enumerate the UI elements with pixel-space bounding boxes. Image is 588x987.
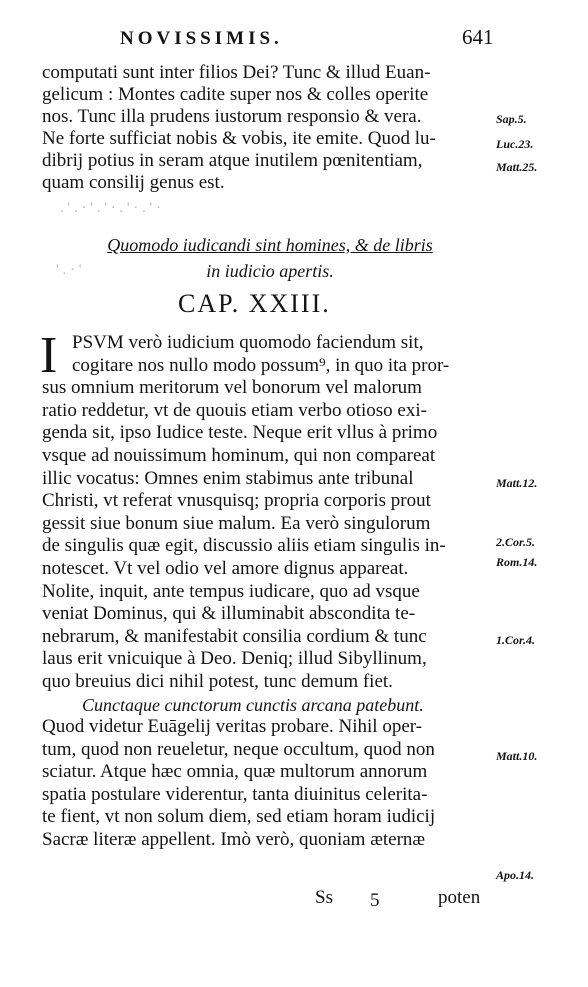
text-line: notescet. Vt vel odio vel amore dignus appareat. (42, 557, 409, 579)
running-head: NOVISSIMIS. (120, 28, 283, 49)
heading-line: Quomodo iudicandi sint homines, & de libris (107, 235, 433, 255)
signature-number: 5 (370, 890, 380, 911)
catchword: poten (438, 887, 481, 908)
margin-note: 2.Cor.5. (496, 535, 536, 549)
text-line: illic vocatus: Omnes enim stabimus ante tribunal (42, 467, 414, 489)
bleed-through-marks: ' . · ' (56, 262, 82, 278)
page-number: 641 (462, 25, 494, 49)
text-line: dibrij potius in seram atque inutilem pœnitentiam, (42, 150, 423, 171)
text-line: Quod videtur Euāgelij veritas probare. Nihil oper- (42, 716, 423, 738)
text-line: PSVM verò iudicium quomodo faciendum sit, (72, 332, 424, 353)
text-line: quam consilij genus est. (42, 172, 225, 193)
margin-note: Matt.10. (496, 749, 538, 763)
text-line: quo breuius dici nihil potest, tunc demum fiet. (42, 670, 393, 692)
text-line: laus erit vnicuique à Deo. Deniq; illud Sibyllinum, (42, 648, 427, 670)
margin-note: Matt.25. (496, 160, 538, 174)
text-line: tum, quod non reueletur, neque occultum, quod non (42, 738, 435, 760)
margin-note: Matt.12. (496, 476, 538, 490)
chapter-heading (60, 232, 480, 284)
text-line: gelicum : Montes cadite super nos & colles operite (42, 84, 429, 105)
text-line: nos. Tunc illa prudens iustorum responsio & vera. (42, 106, 422, 127)
text-line: de singulis quæ egit, discussio aliis etiam singulis in- (42, 535, 446, 557)
text-line: Christi, vt referat vnusquisq; propria corporis prout (42, 490, 431, 512)
text-line: computati sunt inter filios Dei? Tunc & illud Euan- (42, 62, 431, 83)
text-line: Sacræ literæ appellent. Imò verò, quoniam æternæ (42, 829, 426, 851)
bleed-through-marks: . ' . · ' . ' · . ' · . ' · (60, 200, 161, 216)
margin-note: Apo.14. (496, 868, 535, 882)
text-line: vsque ad nouissimum hominum, qui non compareat (42, 444, 436, 466)
margin-note: Sap.5. (496, 112, 527, 126)
verse-line: Cunctaque cunctorum cunctis arcana patebunt. (82, 694, 424, 715)
margin-note: Luc.23. (496, 137, 534, 151)
text-line: Nolite, inquit, ante tempus iudicare, quo ad vsque (42, 580, 420, 602)
text-line: sus omnium meritorum vel bonorum vel malorum (42, 377, 422, 399)
text-line: cogitare nos nullo modo possum⁹, in quo ita pror- (72, 354, 450, 376)
margin-note: 1.Cor.4. (496, 633, 536, 647)
margin-note: Rom.14. (496, 555, 538, 569)
chapter-title: CAP. XXIII. (178, 289, 331, 318)
text-line: genda sit, ipso Iudice teste. Neque erit vllus à primo (42, 422, 438, 444)
top-paragraph (42, 62, 494, 194)
drop-cap: I (40, 327, 58, 384)
heading-line: in iudicio apertis. (206, 261, 334, 281)
text-line: veniat Dominus, qui & illuminabit abscondita te- (42, 603, 416, 625)
text-line: gessit siue bonum siue malum. Ea verò singulorum (42, 512, 431, 534)
text-line: spatia postulare viderentur, tanta diuinitus celerita- (42, 783, 428, 805)
text-line: sciatur. Atque hæc omnia, quæ multorum annorum (42, 761, 428, 783)
text-line: te fient, vt non solum diem, sed etiam horam iudicij (42, 806, 436, 828)
text-line: nebrarum, & manifestabit consilia cordium & tunc (42, 625, 427, 647)
text-line: Ne forte sufficiat nobis & vobis, ite emite. Quod lu- (42, 128, 436, 149)
signature-mark: Ss (315, 887, 333, 908)
body-text (40, 327, 502, 852)
text-line: ratio reddetur, vt de quouis etiam verbo otioso exi- (42, 399, 427, 421)
